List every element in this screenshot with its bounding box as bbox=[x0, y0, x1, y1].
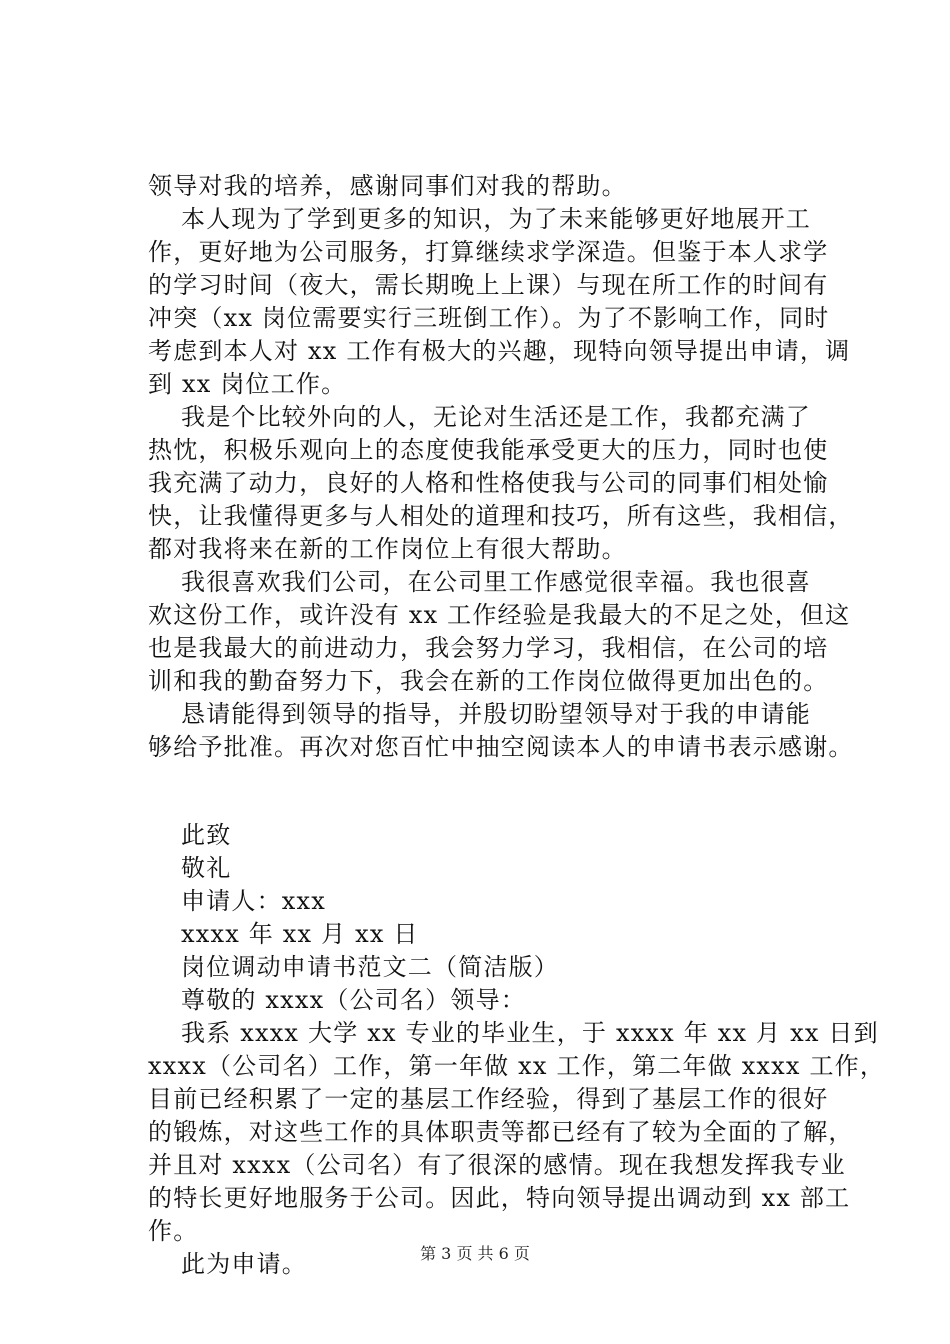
text-line: 作。 bbox=[148, 1217, 199, 1245]
text-line: 快，让我懂得更多与人相处的道理和技巧，所有这些，我相信， bbox=[148, 502, 854, 530]
text-line: 我是个比较外向的人，无论对生活还是工作，我都充满了 bbox=[181, 403, 811, 431]
letter-body-lines bbox=[148, 170, 854, 764]
text-line: 作，更好地为公司服务，打算继续求学深造。但鉴于本人求学 bbox=[148, 238, 829, 266]
text-line: 的特长更好地服务于公司。因此，特向领导提出调动到 xx 部工 bbox=[148, 1184, 851, 1212]
text-line: 敬礼 bbox=[181, 854, 232, 882]
text-line: 此致 bbox=[181, 821, 232, 849]
text-line: 的学习时间（夜大，需长期晚上上课）与现在所工作的时间有 bbox=[148, 271, 829, 299]
text-line: 到 xx 岗位工作。 bbox=[148, 370, 347, 398]
text-line: 冲突（xx 岗位需要实行三班倒工作）。为了不影响工作，同时 bbox=[148, 304, 830, 332]
text-line: 本人现为了学到更多的知识，为了未来能够更好地展开工 bbox=[181, 205, 811, 233]
text-line: 训和我的勤奋努力下，我会在新的工作岗位做得更加出色的。 bbox=[148, 667, 829, 695]
text-line: 申请人：xxx bbox=[181, 887, 327, 915]
text-line: 够给予批准。再次对您百忙中抽空阅读本人的申请书表示感谢。 bbox=[148, 733, 854, 761]
text-line: 我很喜欢我们公司，在公司里工作感觉很幸福。我也很喜 bbox=[181, 568, 811, 596]
text-line: 我充满了动力，良好的人格和性格使我与公司的同事们相处愉 bbox=[148, 469, 829, 497]
text-line: 欢这份工作，或许没有 xx 工作经验是我最大的不足之处，但这 bbox=[148, 601, 851, 629]
text-line: 此为申请。 bbox=[181, 1250, 307, 1278]
text-line: 也是我最大的前进动力，我会努力学习，我相信，在公司的培 bbox=[148, 634, 829, 662]
text-line: 并且对 xxxx（公司名）有了很深的感情。现在我想发挥我专业 bbox=[148, 1151, 846, 1179]
text-line: 都对我将来在新的工作岗位上有很大帮助。 bbox=[148, 535, 627, 563]
text-line: 热忱，积极乐观向上的态度使我能承受更大的压力，同时也使 bbox=[148, 436, 829, 464]
text-line: xxxx 年 xx 月 xx 日 bbox=[181, 920, 419, 948]
text-line: 我系 xxxx 大学 xx 专业的毕业生，于 xxxx 年 xx 月 xx 日到 bbox=[181, 1019, 879, 1047]
text-line: xxxx（公司名）工作，第一年做 xx 工作，第二年做 xxxx 工作， bbox=[148, 1052, 886, 1080]
text-line: 的锻炼，对这些工作的具体职责等都已经有了较为全面的了解， bbox=[148, 1118, 854, 1146]
text-line: 岗位调动申请书范文二（简洁版） bbox=[181, 953, 559, 981]
text-line: 恳请能得到领导的指导，并殷切盼望领导对于我的申请能 bbox=[181, 700, 811, 728]
text-line: 领导对我的培养，感谢同事们对我的帮助。 bbox=[148, 172, 627, 200]
text-line: 考虑到本人对 xx 工作有极大的兴趣，现特向领导提出申请，调 bbox=[148, 337, 851, 365]
text-line: 尊敬的 xxxx（公司名）领导： bbox=[181, 986, 526, 1014]
paragraph-gap bbox=[148, 764, 838, 819]
text-line: 目前已经积累了一定的基层工作经验，得到了基层工作的很好 bbox=[148, 1085, 829, 1113]
letter-closing-lines bbox=[148, 819, 886, 1281]
page-footer: 第 3 页 共 6 页 bbox=[420, 1244, 530, 1263]
document-body bbox=[148, 170, 886, 1281]
